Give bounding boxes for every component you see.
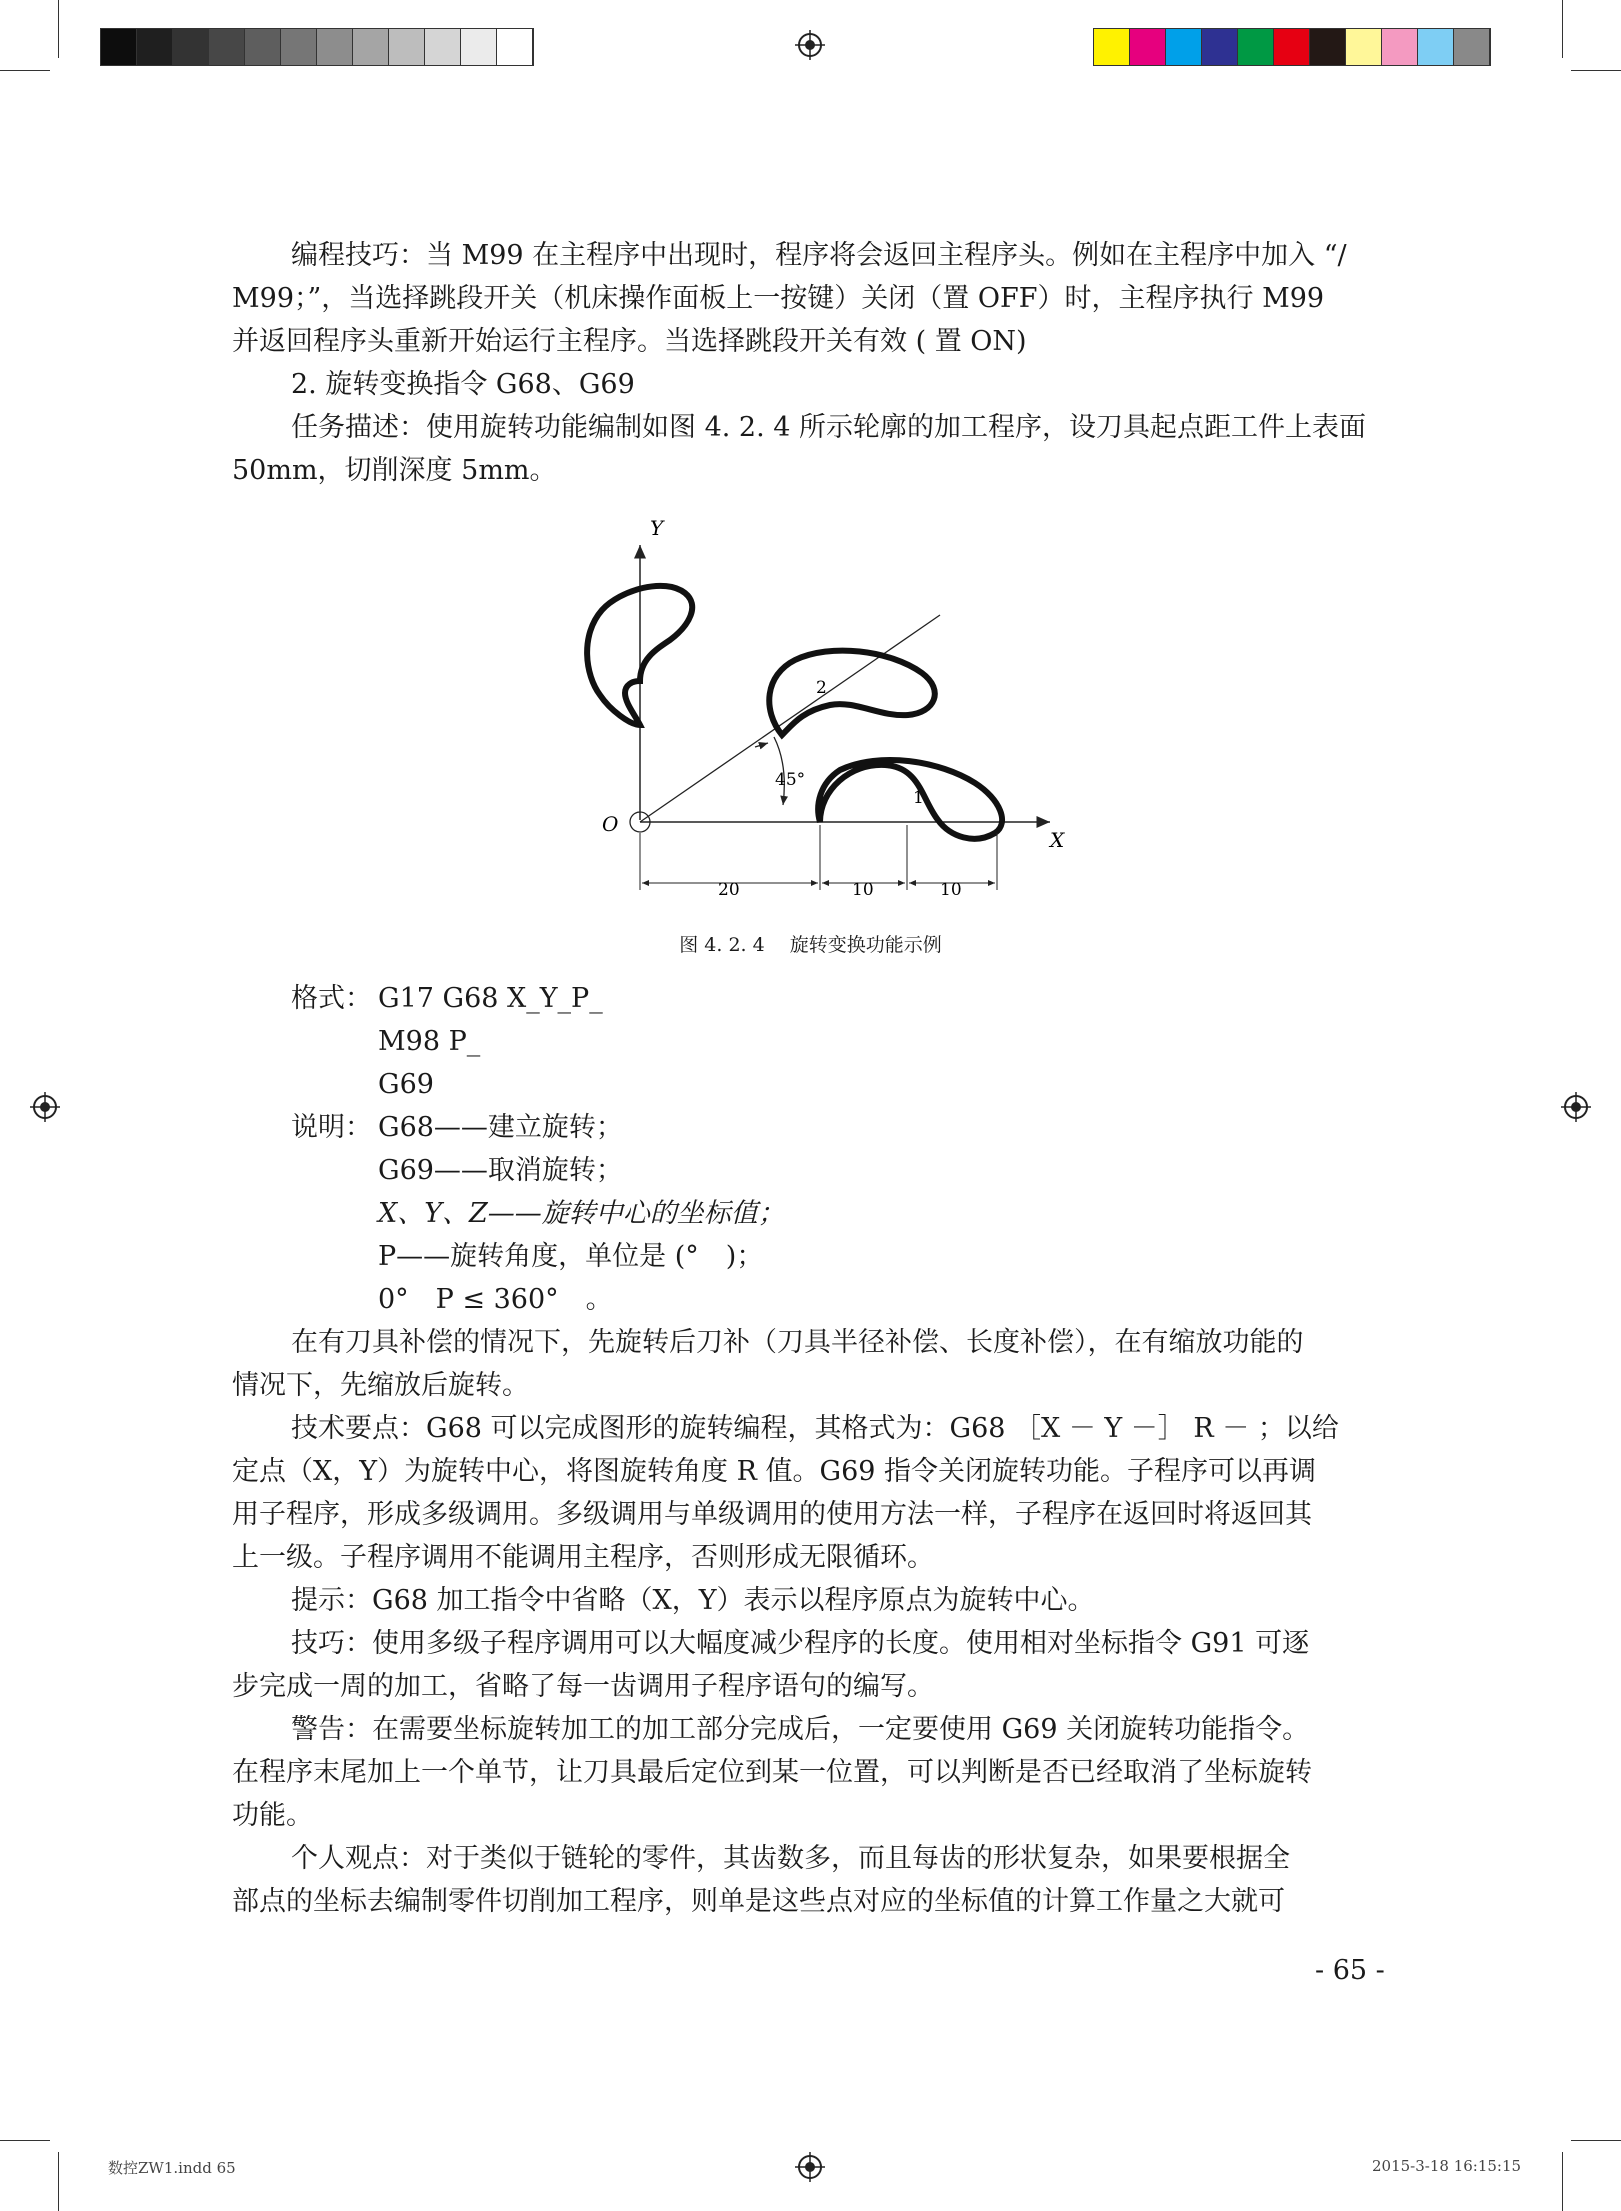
explain-line: P——旋转角度，单位是 (° )； xyxy=(378,1241,764,1272)
paragraph-line: 在有刀具补偿的情况下，先旋转后刀补（刀具半径补偿、长度补偿），在有缩放功能的 xyxy=(291,1327,1304,1358)
paragraph-line: 技巧：使用多级子程序调用可以大幅度减少程序的长度。使用相对坐标指令 G91 可逐 xyxy=(291,1628,1310,1659)
color-patch xyxy=(137,29,173,65)
paragraph-line: 并返回程序头重新开始运行主程序。当选择跳段开关有效 ( 置 ON) xyxy=(232,326,1027,357)
color-patch xyxy=(173,29,209,65)
paragraph-line: 用子程序，形成多级调用。多级调用与单级调用的使用方法一样，子程序在返回时将返回其 xyxy=(232,1499,1312,1530)
x-axis-label: X xyxy=(1050,828,1065,852)
shape-1-label: 1 xyxy=(913,788,924,808)
crop-mark xyxy=(1571,70,1621,71)
format-line: G69 xyxy=(378,1069,434,1100)
section-heading: 2. 旋转变换指令 G68、G69 xyxy=(291,369,635,400)
rotation-line xyxy=(640,615,940,822)
paragraph-line: 个人观点：对于类似于链轮的零件，其齿数多，而且每齿的形状复杂，如果要根据全 xyxy=(291,1843,1290,1874)
color-patch xyxy=(1202,29,1238,65)
paragraph-line: 编程技巧：当 M99 在主程序中出现时，程序将会返回主程序头。例如在主程序中加入 “/ xyxy=(291,240,1347,271)
page-number: - 65 - xyxy=(1315,1955,1385,1986)
paragraph-line: 技术要点：G68 可以完成图形的旋转编程，其格式为：G68 ［X － Y －］ R － ；以给 xyxy=(291,1413,1339,1444)
paragraph-line: 步完成一周的加工，省略了每一齿调用子程序语句的编写。 xyxy=(232,1671,934,1702)
explain-line: G69——取消旋转； xyxy=(378,1155,623,1186)
color-control-bar xyxy=(1093,28,1491,66)
color-patch xyxy=(1310,29,1346,65)
format-line: M98 P_ xyxy=(378,1026,481,1057)
explain-line: G68——建立旋转； xyxy=(378,1112,623,1143)
registration-mark xyxy=(795,2152,825,2182)
paragraph-line: M99；”，当选择跳段开关（机床操作面板上一按键）关闭（置 OFF）时，主程序执行 M99 xyxy=(232,283,1325,314)
paragraph-line: 提示：G68 加工指令中省略（X，Y）表示以程序原点为旋转中心。 xyxy=(291,1585,1095,1616)
crop-mark xyxy=(58,0,59,58)
contour-shape-2 xyxy=(769,651,935,735)
y-axis-label: Y xyxy=(650,516,664,540)
paragraph-line: 在程序末尾加上一个单节，让刀具最后定位到某一位置，可以判断是否已经取消了坐标旋转 xyxy=(232,1757,1312,1788)
paragraph-line: 任务描述：使用旋转功能编制如图 4. 2. 4 所示轮廓的加工程序，设刀具起点距工件上表面 xyxy=(291,412,1367,443)
color-patch xyxy=(281,29,317,65)
registration-mark xyxy=(795,30,825,60)
color-patch xyxy=(461,29,497,65)
color-patch xyxy=(1418,29,1454,65)
crop-mark xyxy=(1571,2140,1621,2141)
color-patch xyxy=(1130,29,1166,65)
color-patch xyxy=(353,29,389,65)
color-patch xyxy=(1382,29,1418,65)
color-patch xyxy=(425,29,461,65)
color-patch xyxy=(245,29,281,65)
rotation-diagram xyxy=(530,515,1100,935)
paragraph-line: 功能。 xyxy=(232,1800,313,1831)
slug-file: 数控ZW1.indd 65 xyxy=(108,2159,236,2177)
color-patch xyxy=(209,29,245,65)
crop-mark xyxy=(58,2152,59,2211)
paragraph-line: 上一级。子程序调用不能调用主程序，否则形成无限循环。 xyxy=(232,1542,934,1573)
paragraph-line: 定点（X，Y）为旋转中心，将图旋转角度 R 值。G69 指令关闭旋转功能。子程序可以再调 xyxy=(232,1456,1317,1487)
color-patch xyxy=(1238,29,1274,65)
color-patch xyxy=(497,29,533,65)
format-line: G17 G68 X_Y_P_ xyxy=(378,983,603,1014)
registration-mark xyxy=(1561,1092,1591,1122)
color-patch xyxy=(389,29,425,65)
angle-arc-start xyxy=(755,743,768,747)
registration-mark xyxy=(30,1092,60,1122)
gray-scale-bar xyxy=(100,28,534,66)
color-patch xyxy=(1346,29,1382,65)
dimension-label: 10 xyxy=(940,880,962,900)
color-patch xyxy=(1166,29,1202,65)
paragraph-line: 50mm，切削深度 5mm。 xyxy=(232,455,557,486)
shape-2-label: 2 xyxy=(816,678,827,698)
dimension-label: 20 xyxy=(718,880,740,900)
color-patch xyxy=(317,29,353,65)
contour-shape-1 xyxy=(818,760,1002,839)
color-patch xyxy=(1274,29,1310,65)
color-patch xyxy=(1094,29,1130,65)
angle-label: 45° xyxy=(775,770,806,790)
color-patch xyxy=(101,29,137,65)
figure-caption: 图 4. 2. 4 旋转变换功能示例 xyxy=(679,934,942,956)
slug-timestamp: 2015-3-18 16:15:15 xyxy=(1372,2157,1522,2175)
explain-line: X、Y、Z——旋转中心的坐标值； xyxy=(378,1198,785,1229)
crop-mark xyxy=(1562,0,1563,58)
format-label: 格式： xyxy=(291,983,372,1014)
color-patch xyxy=(1454,29,1490,65)
origin-label: O xyxy=(602,812,619,836)
dimension-label: 10 xyxy=(852,880,874,900)
crop-mark xyxy=(0,70,50,71)
paragraph-line: 部点的坐标去编制零件切削加工程序，则单是这些点对应的坐标值的计算工作量之大就可 xyxy=(232,1886,1285,1917)
explain-label: 说明： xyxy=(291,1112,372,1143)
paragraph-line: 情况下，先缩放后旋转。 xyxy=(232,1370,529,1401)
explain-line: 0° P ≤ 360° 。 xyxy=(378,1284,613,1315)
crop-mark xyxy=(0,2140,50,2141)
paragraph-line: 警告：在需要坐标旋转加工的加工部分完成后，一定要使用 G69 关闭旋转功能指令。 xyxy=(291,1714,1310,1745)
crop-mark xyxy=(1562,2152,1563,2211)
